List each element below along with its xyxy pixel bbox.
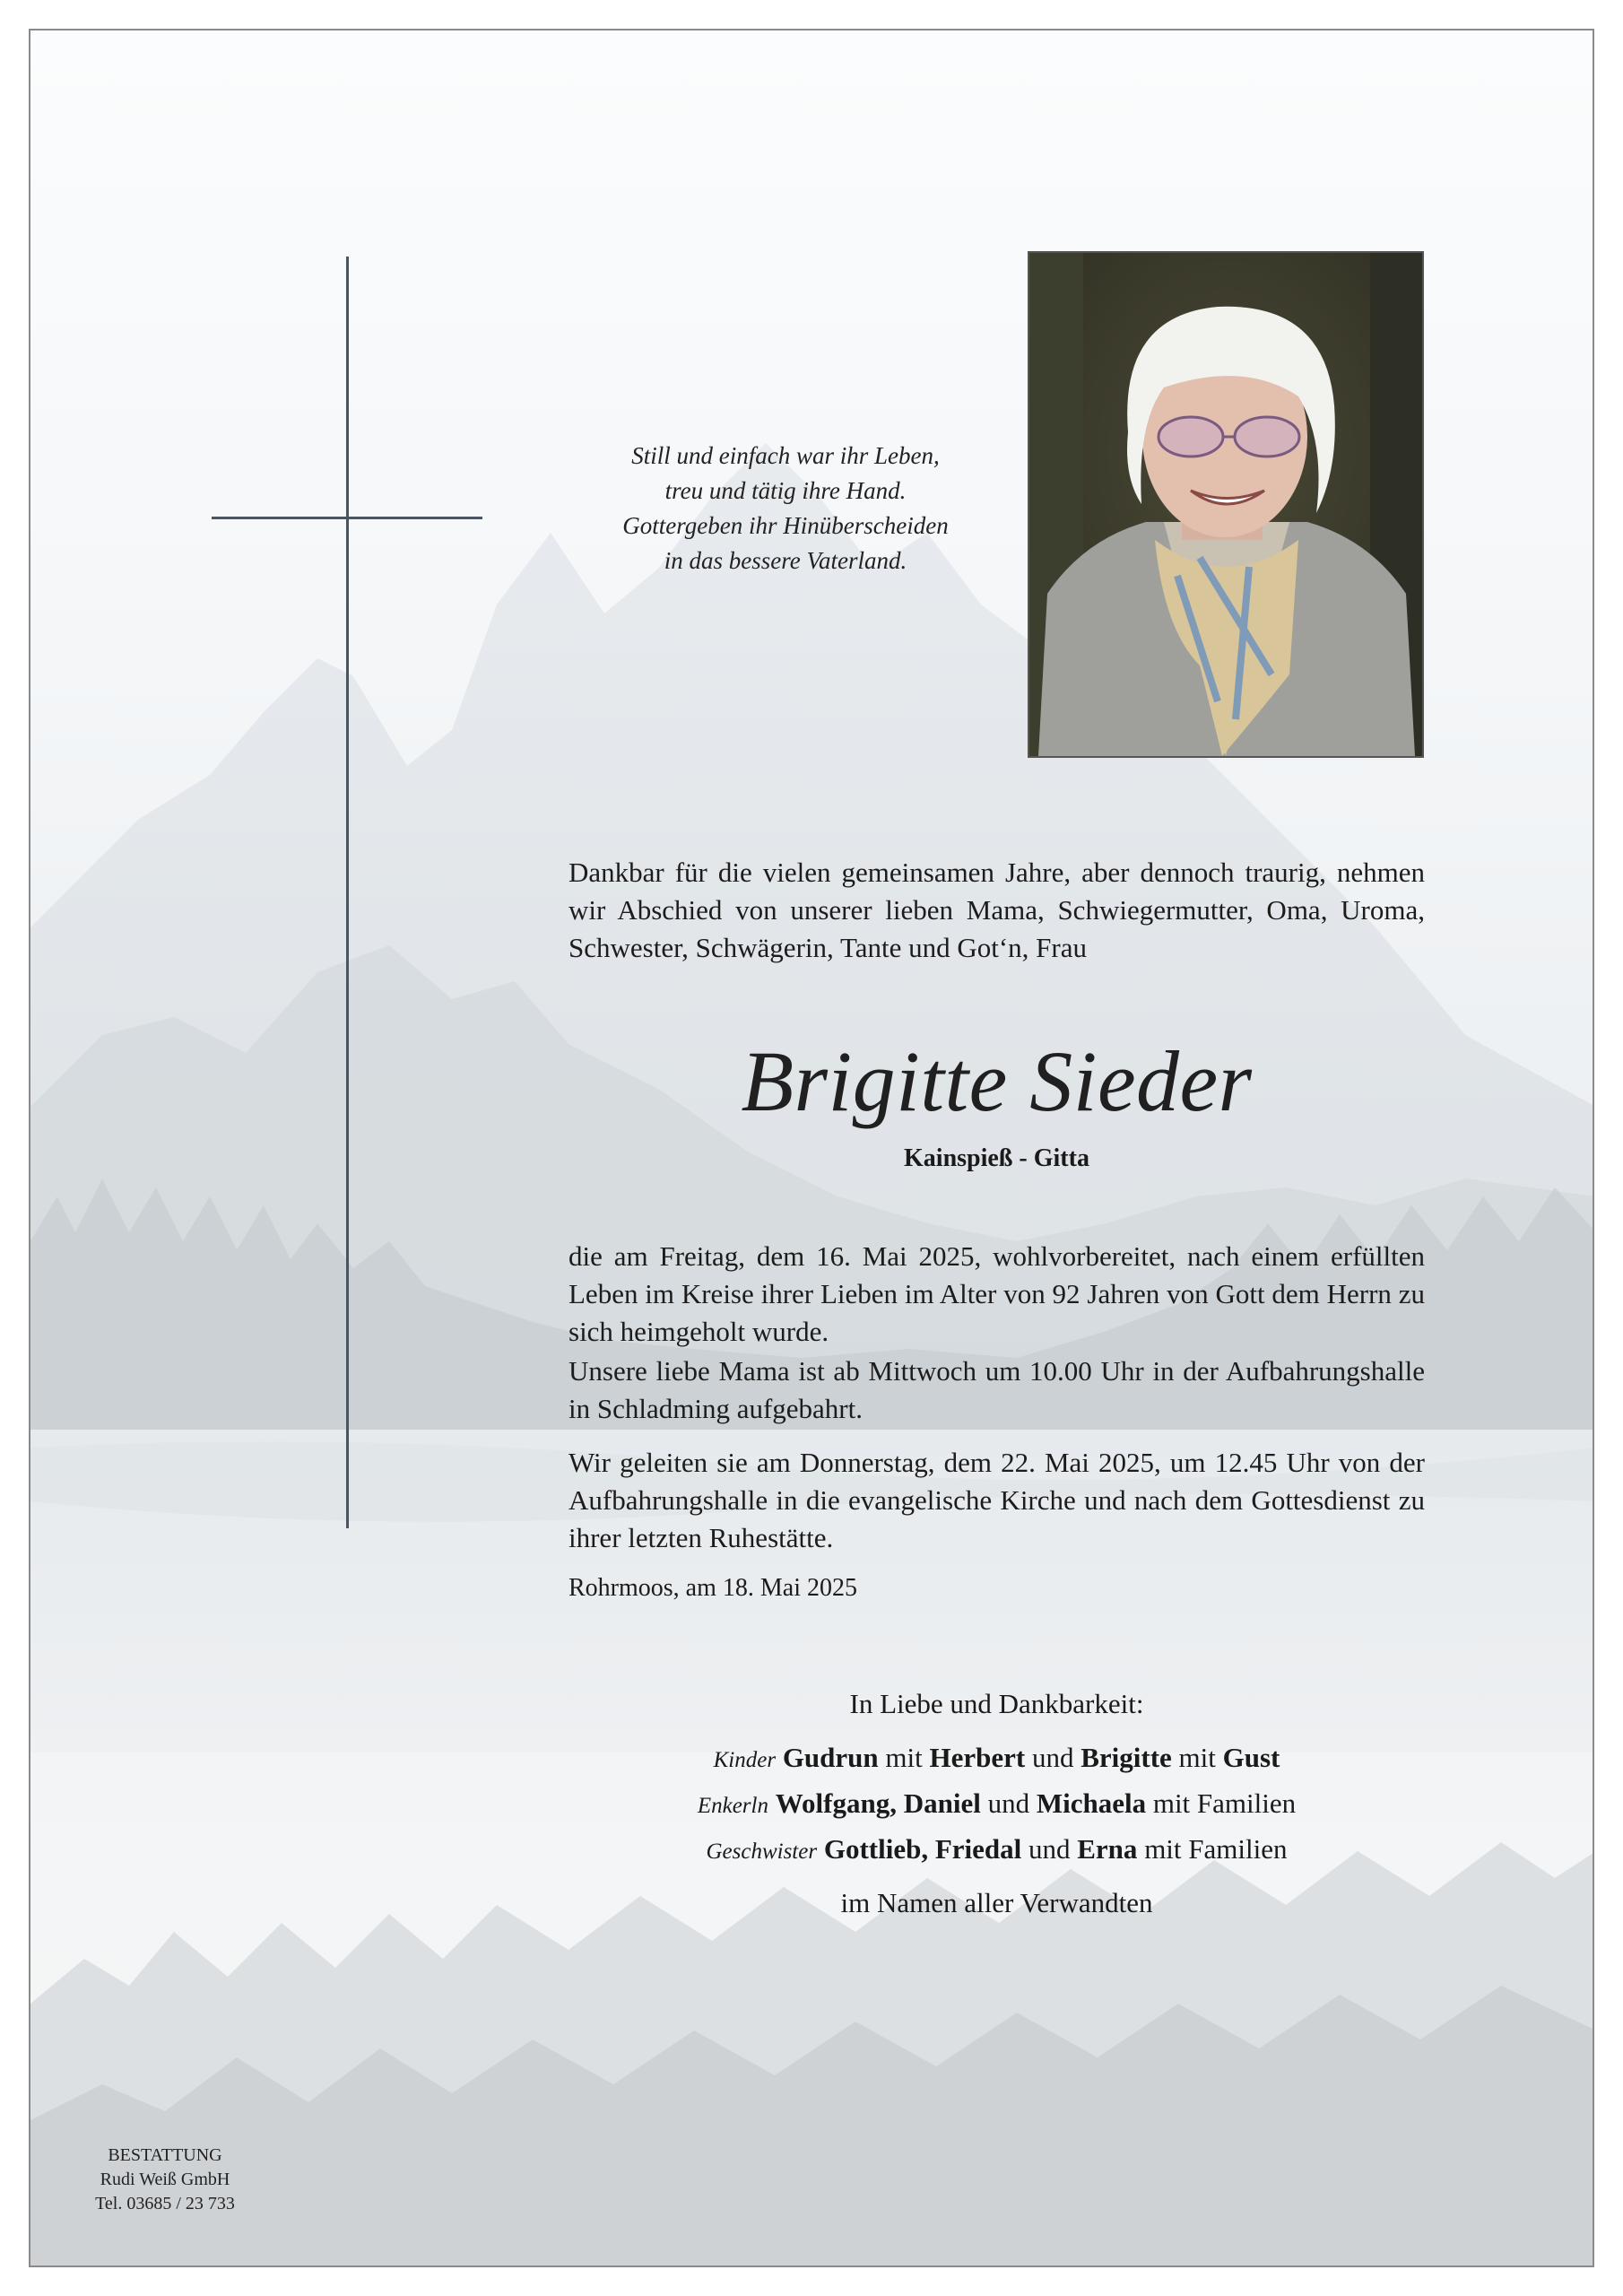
family-word: und (1031, 1742, 1074, 1773)
family-name: Michaela (1036, 1787, 1147, 1819)
poem-line: in das bessere Vaterland. (664, 547, 907, 574)
family-name: Wolfgang, Daniel (775, 1787, 981, 1819)
memorial-poem (579, 439, 992, 578)
deceased-nickname: Kainspieß - Gitta (904, 1144, 1089, 1172)
family-grandchildren (568, 1785, 1425, 1825)
poem-line: Still und einfach war ihr Leben, (631, 442, 940, 469)
death-paragraph: die am Freitag, dem 16. Mai 2025, wohlvorbereitet, nach einem erfüllten Leben im Kreise ihrer Lieben im Alter von 92 Jahren von Gott dem Herrn zu sich heimgeholt wurde. (568, 1240, 1425, 1347)
family-name: Gust (1222, 1742, 1280, 1773)
family-siblings (568, 1831, 1425, 1871)
family-role: Enkerln (697, 1794, 768, 1818)
deceased-name: Brigitte Sieder (741, 1033, 1253, 1129)
family-name: Herbert (929, 1742, 1026, 1773)
family-name: Gudrun (782, 1742, 879, 1773)
intro-paragraph: Dankbar für die vielen gemeinsamen Jahre, aber dennoch traurig, nehmen wir Abschied von unserer lieben Mama, Schwiegermutter, Oma, Uroma, Schwester, Schwägerin, Tante und Got‘n, Frau (568, 857, 1425, 963)
poem-line: treu und tätig ihre Hand. (664, 477, 907, 504)
family-word: und (987, 1787, 1030, 1819)
cross-horizontal-bar (212, 517, 482, 519)
portrait-photo (1028, 251, 1424, 758)
family-role: Geschwister (706, 1839, 818, 1864)
family-children (568, 1739, 1425, 1779)
family-word: mit Familien (1152, 1787, 1297, 1819)
funeral-paragraph: Wir geleiten sie am Donnerstag, dem 22. Mai 2025, um 12.45 Uhr von der Aufbahrungshalle in die evangelische Kirche und nach dem Gottesdienst zu ihrer letzten Ruhestätte. (568, 1447, 1425, 1553)
closing-line: In Liebe und Dankbarkeit: (849, 1688, 1144, 1719)
funeral-home-name: Rudi Weiß GmbH (100, 2170, 230, 2189)
relatives-line: im Namen aller Verwandten (840, 1887, 1153, 1918)
family-word: mit (885, 1742, 923, 1773)
family-word: und (1028, 1833, 1071, 1865)
family-role: Kinder (713, 1748, 777, 1772)
family-name: Brigitte (1081, 1742, 1172, 1773)
funeral-home-info (66, 2144, 264, 2216)
place-date: Rohrmoos, am 18. Mai 2025 (568, 1574, 857, 1602)
cross-vertical-bar (346, 257, 349, 1528)
funeral-home-phone: Tel. 03685 / 23 733 (95, 2194, 235, 2213)
family-word: mit (1178, 1742, 1216, 1773)
portrait-image (1029, 253, 1422, 756)
family-name: Erna (1077, 1833, 1138, 1865)
family-name: Gottlieb, Friedal (823, 1833, 1022, 1865)
funeral-home-label: BESTATTUNG (108, 2145, 222, 2165)
family-word: mit Familien (1144, 1833, 1288, 1865)
viewing-paragraph: Unsere liebe Mama ist ab Mittwoch um 10.00 Uhr in der Aufbahrungshalle in Schladming aufgebahrt. (568, 1355, 1425, 1424)
poem-line: Gottergeben ihr Hinüberscheiden (622, 512, 949, 539)
obituary-sheet (29, 29, 1594, 2267)
